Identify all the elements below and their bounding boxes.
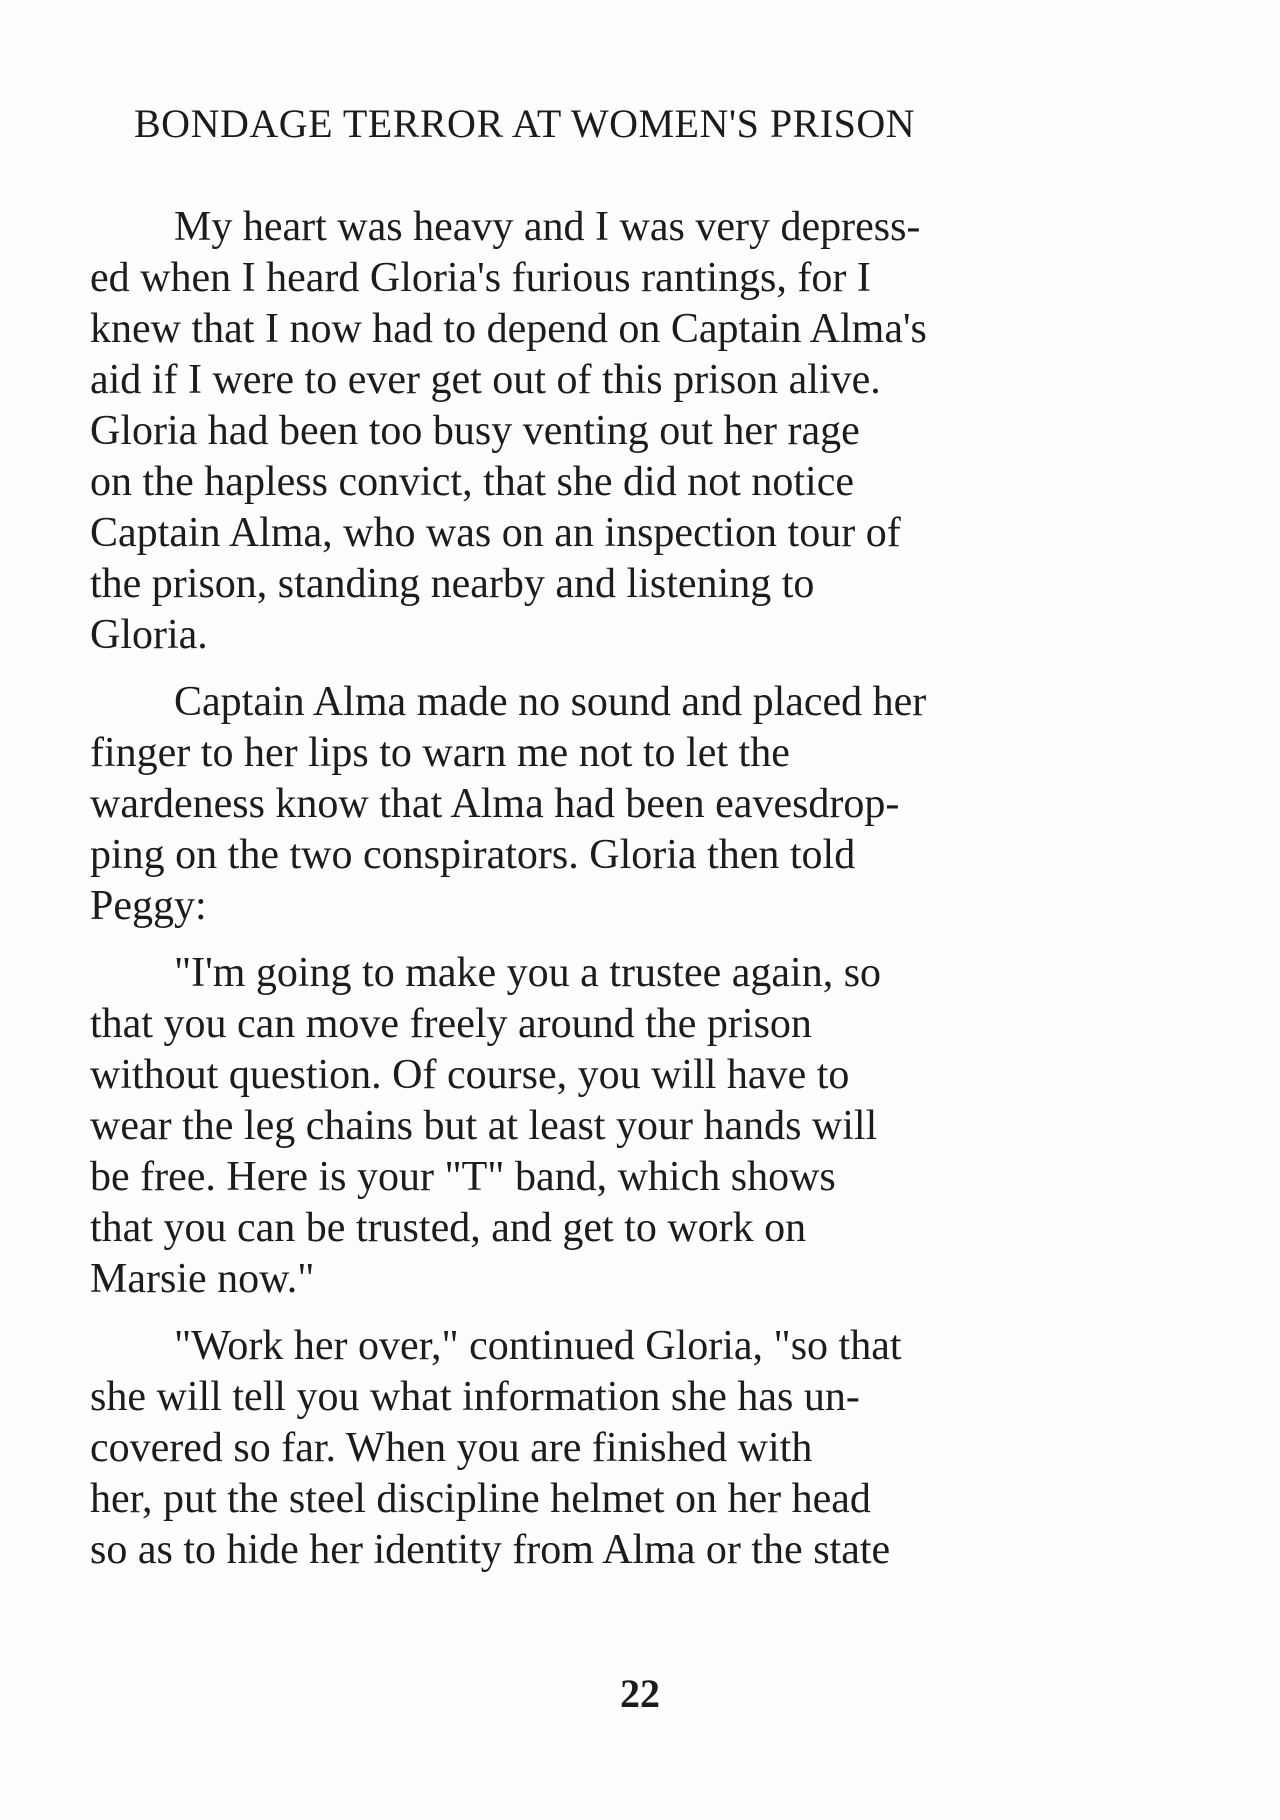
text-line: Gloria. — [90, 612, 208, 658]
text-line: Captain Alma made no sound and placed her — [174, 679, 927, 725]
text-line: so as to hide her identity from Alma or the state — [90, 1527, 891, 1573]
text-line: aid if I were to ever get out of this prison alive. — [90, 357, 881, 403]
text-line: she will tell you what information she has un- — [90, 1374, 860, 1420]
paragraph — [90, 677, 1190, 932]
paragraph — [90, 202, 1190, 661]
text-line: that you can be trusted, and get to work on — [90, 1205, 807, 1251]
text-line: the prison, standing nearby and listening to — [90, 561, 815, 607]
text-line: wear the leg chains but at least your hands will — [90, 1103, 878, 1149]
body-text — [90, 202, 1190, 1592]
text-line: that you can move freely around the prison — [90, 1001, 812, 1047]
text-line: wardeness know that Alma had been eavesdrop- — [90, 781, 900, 827]
text-line: Marsie now." — [90, 1256, 315, 1302]
text-line: on the hapless convict, that she did not notice — [90, 459, 854, 505]
text-line: "Work her over," continued Gloria, "so that — [174, 1323, 902, 1369]
text-line: ping on the two conspirators. Gloria then told — [90, 832, 856, 878]
text-line: covered so far. When you are finished with — [90, 1425, 813, 1471]
text-line: knew that I now had to depend on Captain Alma's — [90, 306, 927, 352]
page-number: 22 — [620, 1671, 660, 1716]
text-line: "I'm going to make you a trustee again, so — [174, 950, 882, 996]
text-line: finger to her lips to warn me not to let the — [90, 730, 790, 776]
text-line: her, put the steel discipline helmet on her head — [90, 1476, 871, 1522]
text-line: ed when I heard Gloria's furious rantings, for I — [90, 255, 871, 301]
text-line: without question. Of course, you will have to — [90, 1052, 850, 1098]
text-line: be free. Here is your "T" band, which shows — [90, 1154, 836, 1200]
text-line: Captain Alma, who was on an inspection tour of — [90, 510, 901, 556]
running-title: BONDAGE TERROR AT WOMEN'S PRISON — [134, 101, 916, 146]
text-line: Peggy: — [90, 883, 207, 929]
text-line: My heart was heavy and I was very depress- — [174, 204, 921, 250]
paragraph — [90, 1321, 1190, 1576]
paragraph — [90, 948, 1190, 1305]
text-line: Gloria had been too busy venting out her rage — [90, 408, 860, 454]
